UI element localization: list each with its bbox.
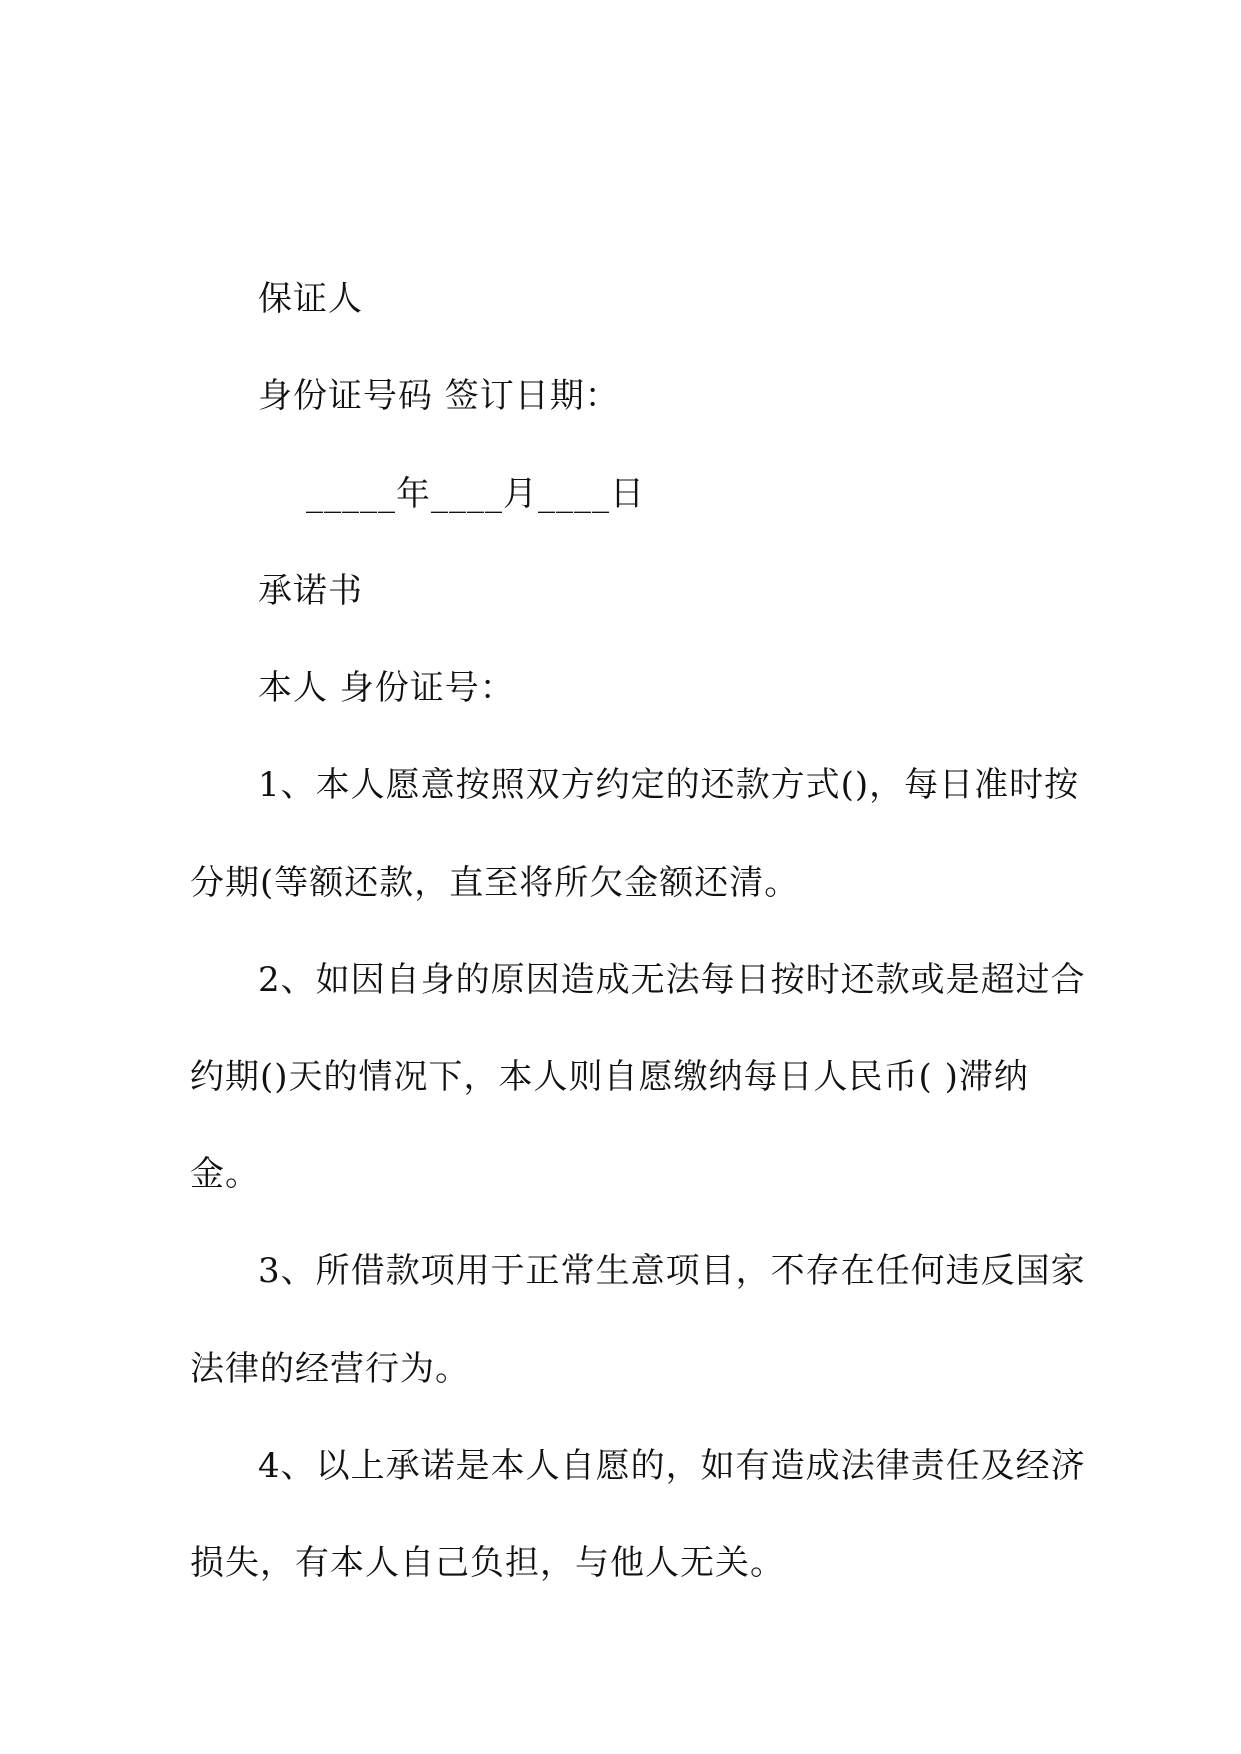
clause-4-line-1: 4、以上承诺是本人自愿的，如有造成法律责任及经济 xyxy=(258,1446,1086,1486)
clause-4-line-2: 损失，有本人自己负担，与他人无关。 xyxy=(190,1543,785,1583)
id-and-signing-date-line: 身份证号码 签订日期： xyxy=(258,376,620,416)
applicant-id-line: 本人 身份证号： xyxy=(258,668,515,708)
clause-3-line-2: 法律的经营行为。 xyxy=(190,1349,470,1389)
clause-2-line-2: 约期()天的情况下，本人则自愿缴纳每日人民币( )滞纳 xyxy=(190,1057,1029,1097)
clause-2-line-1: 2、如因自身的原因造成无法每日按时还款或是超过合 xyxy=(258,960,1086,1000)
clause-1-line-2: 分期(等额还款，直至将所欠金额还清。 xyxy=(190,863,800,903)
clause-3-line-1: 3、所借款项用于正常生意项目，不存在任何违反国家 xyxy=(258,1251,1086,1291)
section-title: 承诺书 xyxy=(258,571,363,611)
date-blank-line: _____年____月____日 xyxy=(306,474,645,514)
clause-2-line-3: 金。 xyxy=(190,1154,260,1194)
clause-1-line-1: 1、本人愿意按照双方约定的还款方式()，每日准时按 xyxy=(258,765,1080,805)
guarantor-label: 保证人 xyxy=(258,279,363,319)
